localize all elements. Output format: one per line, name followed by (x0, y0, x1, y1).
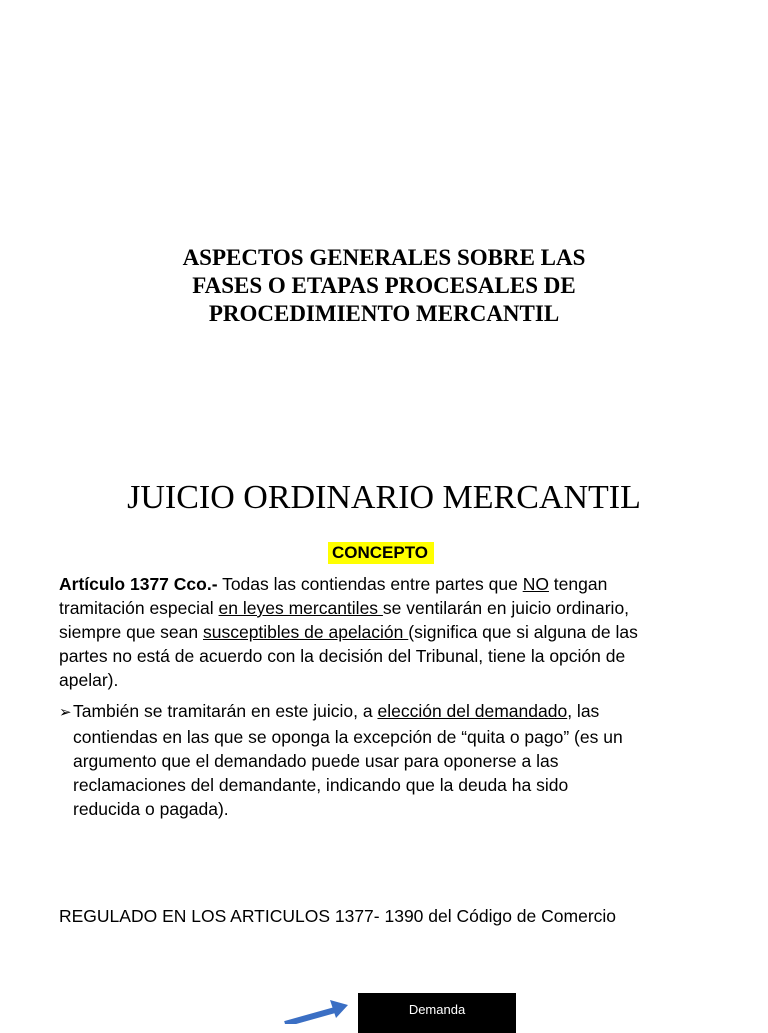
header-title-line-3: PROCEDIMIENTO MERCANTIL (208, 301, 560, 326)
paragraph-line: partes no está de acuerdo con la decisión del Tribunal, tiene la opción de (59, 646, 626, 666)
text-run: Todas las contiendas entre partes que (217, 574, 523, 594)
paragraph-line (59, 699, 739, 725)
flow-box-demanda (358, 993, 516, 1033)
underlined-text: en leyes mercantiles (218, 598, 383, 618)
paragraph-line: apelar). (59, 670, 119, 690)
article-reference: Artículo 1377 Cco.- (59, 574, 218, 594)
underlined-text: susceptibles de apelación (202, 622, 409, 642)
paragraph-line: reclamaciones del demandante, indicando que la deuda ha sido (73, 775, 569, 795)
regulation-reference: REGULADO EN LOS ARTICULOS 1377- 1390 del Código de Comercio (59, 906, 617, 926)
underlined-text: elección del demandado (377, 701, 568, 721)
arrow-bullet-icon: ➢ (59, 704, 72, 721)
flow-box-label: Demanda (408, 1002, 466, 1017)
section-title: JUICIO ORDINARIO MERCANTIL (127, 479, 641, 516)
text-run: También se tramitarán en este juicio, a (73, 701, 378, 721)
text-run: se ventilarán en juicio ordinario, (382, 598, 630, 618)
paragraph-line: argumento que el demandado puede usar para oponerse a las (73, 751, 559, 771)
paragraph-line (59, 572, 739, 596)
concept-label: CONCEPTO (328, 542, 434, 564)
text-run: tengan (548, 574, 608, 594)
header-title-line-2: FASES O ETAPAS PROCESALES DE (192, 273, 576, 298)
text-run: , las (567, 701, 600, 721)
paragraph-line: contiendas en las que se oponga la excepción de “quita o pago” (es un (73, 727, 623, 747)
article-paragraph (59, 572, 739, 692)
paragraph-line: reducida o pagada). (73, 799, 229, 819)
text-run: tramitación especial (59, 598, 219, 618)
header-title-line-1: ASPECTOS GENERALES SOBRE LAS (182, 245, 586, 270)
bullet-paragraph (59, 699, 739, 821)
text-run: siempre que sean (59, 622, 203, 642)
underlined-text: NO (522, 574, 549, 594)
paragraph-line (59, 620, 739, 644)
text-run: (significa que si alguna de las (408, 622, 638, 642)
paragraph-line (59, 596, 739, 620)
document-header-title (0, 244, 768, 328)
